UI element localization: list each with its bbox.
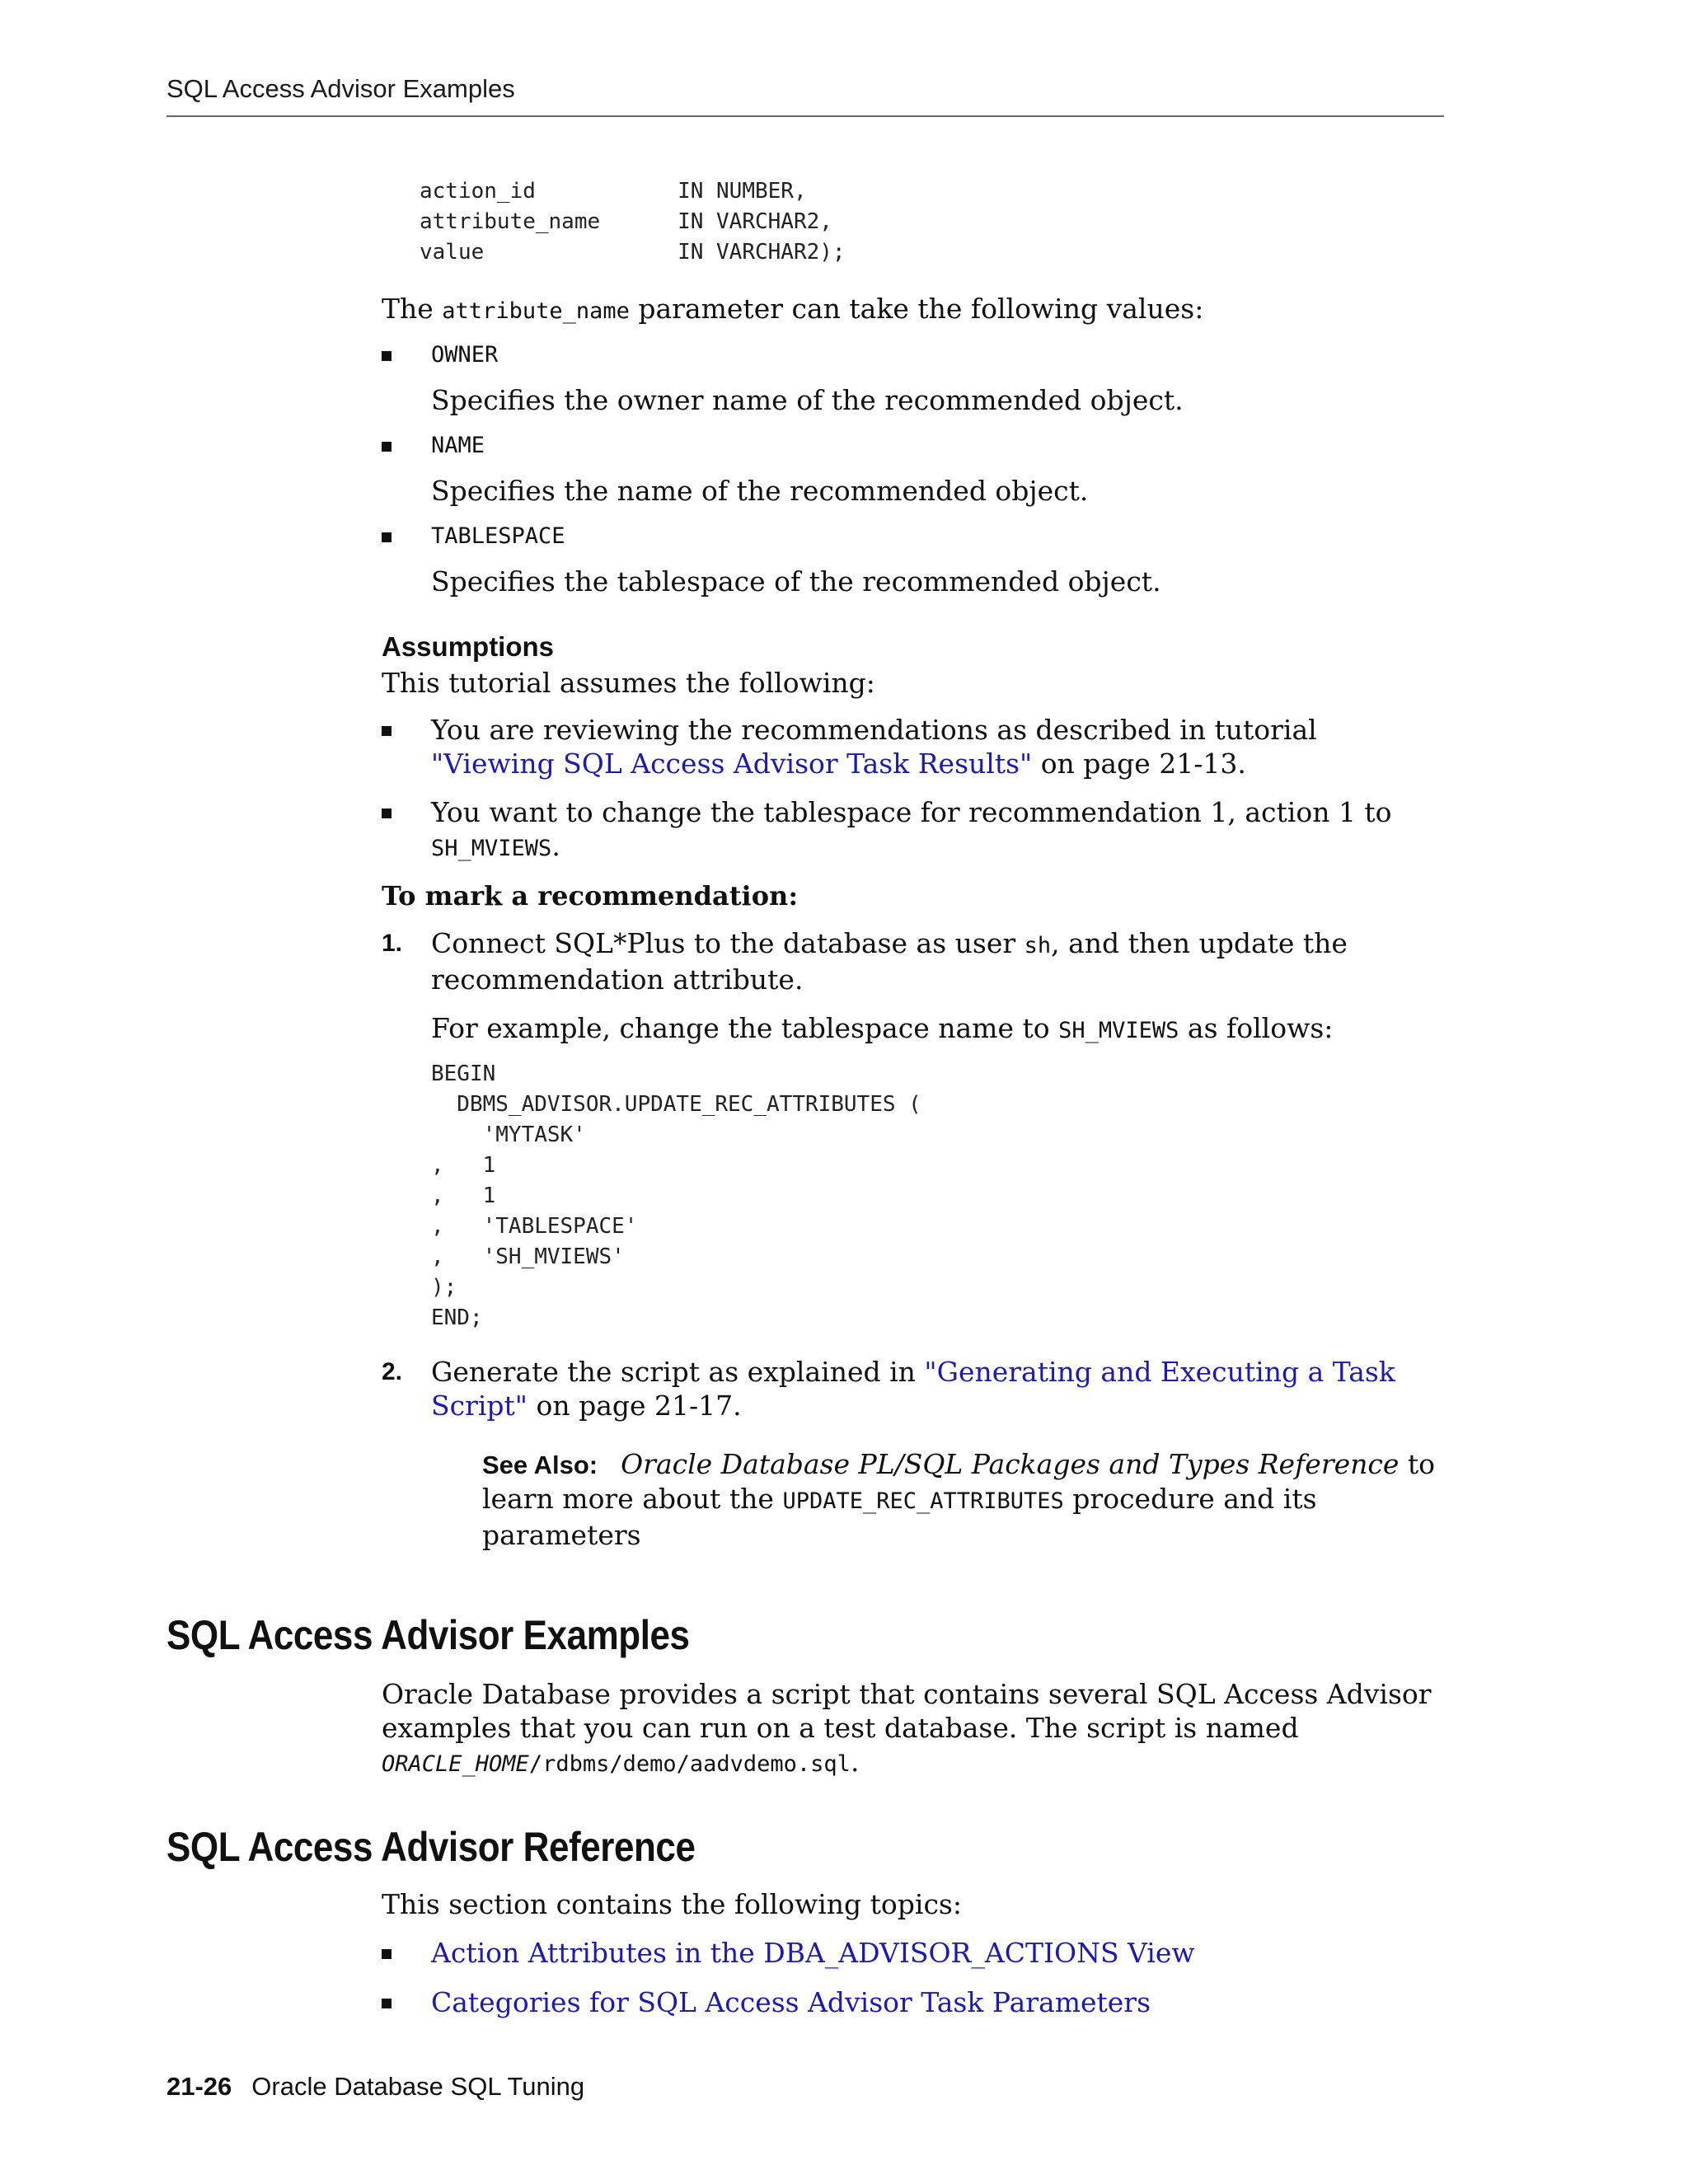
- action-attributes-link[interactable]: Action Attributes in the DBA_ADVISOR_ACTIONS View: [431, 1937, 1195, 1969]
- procedure-steps: [382, 926, 1445, 1422]
- list-item: [382, 519, 1445, 598]
- list-item: You want to change the tablespace for recommendation 1, action 1 to SH_MVIEWS.: [382, 795, 1445, 865]
- reference-topics-list: [382, 1936, 1445, 2019]
- step-text: Connect SQL*Plus to the database as user sh, and then update the recommendation attribute.: [431, 927, 1348, 996]
- list-item: [382, 338, 1445, 417]
- list-item: [382, 429, 1445, 508]
- reference-section-body: [382, 1887, 1445, 2019]
- assumptions-list: [382, 713, 1445, 865]
- header-rule: [166, 115, 1444, 117]
- step-text: Generate the script as explained in "Generating and Executing a Task Script" on page 21-17.: [431, 1356, 1395, 1422]
- value-name: OWNER: [431, 342, 499, 368]
- step-number: 2.: [382, 1358, 403, 1385]
- update-attributes-code-block: BEGIN DBMS_ADVISOR.UPDATE_REC_ATTRIBUTES ( 'MYTASK' , 1 , 1 , 'TABLESPACE' , 'SH_MVIEWS' ); END;: [431, 1062, 921, 1330]
- generating-script-link[interactable]: "Generating and Executing a Task Script": [431, 1356, 1395, 1422]
- examples-section-title: SQL Access Advisor Examples: [166, 1612, 690, 1658]
- step-number: 1.: [382, 930, 403, 957]
- see-also-label: See Also:: [482, 1451, 598, 1479]
- page-number: 21-26: [166, 2072, 232, 2101]
- value-name: TABLESPACE: [431, 523, 565, 549]
- procedure-step: [382, 926, 1445, 1333]
- viewing-results-link[interactable]: "Viewing SQL Access Advisor Task Results": [431, 748, 1033, 780]
- reference-book-title: Oracle Database PL/SQL Packages and Types Reference: [621, 1448, 1400, 1480]
- value-desc: Specifies the tablespace of the recommended object.: [431, 565, 1161, 598]
- value-desc: Specifies the name of the recommended object.: [431, 475, 1089, 507]
- running-header: SQL Access Advisor Examples: [166, 74, 515, 103]
- reference-lead: This section contains the following topics:: [382, 1888, 962, 1920]
- procedure-heading: To mark a recommendation:: [382, 880, 799, 912]
- value-desc: Specifies the owner name of the recommended object.: [431, 384, 1184, 416]
- main-content: [382, 176, 1445, 1552]
- assumptions-heading: Assumptions: [382, 631, 555, 662]
- list-item: [382, 1985, 1445, 2019]
- attribute-intro: The attribute_name parameter can take the following values:: [382, 293, 1204, 325]
- categories-link[interactable]: Categories for SQL Access Advisor Task Parameters: [431, 1986, 1151, 2018]
- step-example: For example, change the tablespace name to SH_MVIEWS as follows:: [431, 1012, 1334, 1044]
- tablespace-code: SH_MVIEWS: [431, 836, 552, 861]
- procedure-step: [382, 1355, 1445, 1422]
- examples-paragraph: Oracle Database provides a script that contains several SQL Access Advisor examples that you can run on a test database. The script is named ORACLE_HOME/rdbms/demo/aadvdemo.sql.: [382, 1678, 1432, 1778]
- assumptions-lead: This tutorial assumes the following:: [382, 667, 875, 699]
- value-name: NAME: [431, 433, 485, 458]
- signature-code-block: action_id IN NUMBER, attribute_name IN VARCHAR2, value IN VARCHAR2);: [420, 179, 846, 265]
- attribute-name-code: attribute_name: [442, 298, 630, 324]
- see-also-note: See Also: Oracle Database PL/SQL Packages and Types Reference to learn more about the UPDATE_REC_ATTRIBUTES procedure and its parameters: [482, 1448, 1436, 1551]
- examples-section-body: [382, 1677, 1445, 1781]
- reference-section-title: SQL Access Advisor Reference: [166, 1824, 696, 1870]
- page-footer: [166, 2072, 584, 2102]
- attribute-values-list: [382, 338, 1445, 598]
- list-item: You are reviewing the recommendations as described in tutorial "Viewing SQL Access Advisor Task Results" on page 21-13.: [382, 713, 1445, 780]
- book-title: Oracle Database SQL Tuning: [251, 2072, 585, 2101]
- list-item: [382, 1936, 1445, 1970]
